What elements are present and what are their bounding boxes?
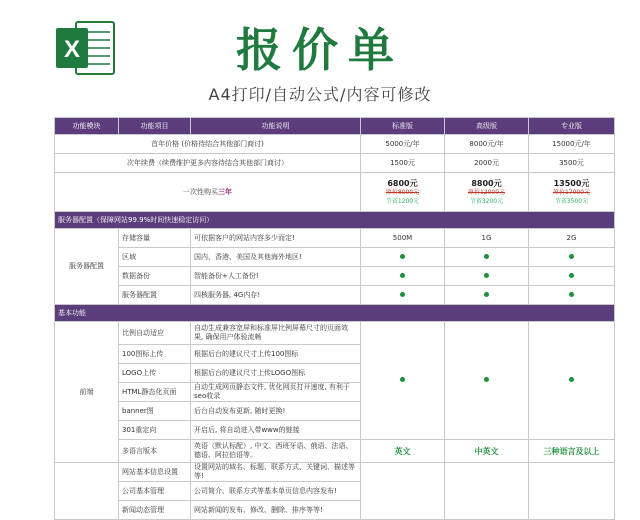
table-row: HTML静态化页面 自动生成网页静态文件, 优化网页打开速度, 有利于seo收录 xyxy=(55,383,615,402)
module-server: 服务器配置 xyxy=(55,229,119,305)
module-admin xyxy=(55,463,119,520)
table-row: 公司基本管理 公司简介、联系方式等基本单页信息内容发布! xyxy=(55,482,615,501)
section-basic-header: 基本功能 xyxy=(55,305,615,322)
one-off-advanced: 8800元 原价12000元 节省3200元 xyxy=(445,173,529,212)
included-dot-icon xyxy=(569,254,574,259)
table-row: 区域 国内、香港、美国及其他海外地区! xyxy=(55,248,615,267)
quote-table xyxy=(54,117,615,520)
first-year-label: 首年价格 (价格待结合其他部门商讨) xyxy=(55,135,361,154)
table-row: 多语言版本 英语（默认标配）, 中文、西班牙语、俄语、法语、德语、阿拉伯语等。 英文 中英文 三种语言及以上 xyxy=(55,440,615,463)
table-row: 首年价格 (价格待结合其他部门商讨) 5000元/年 8000元/年 15000元/年 xyxy=(55,135,615,154)
header xyxy=(0,0,640,116)
included-dot-icon xyxy=(569,273,574,278)
table-row xyxy=(55,173,615,212)
table-row: 网站基本信息设置 设置网站的域名、标题、联系方式、关键词、描述等等! xyxy=(55,463,615,482)
table-row: 次年续费（续费维护更多内容待结合其他部门商讨） 1500元 2000元 3500元 xyxy=(55,154,615,173)
table-row: 服务器配置 存储容量 可依据客户的网站内容多少而定! 500M 1G 2G xyxy=(55,229,615,248)
col-desc: 功能说明 xyxy=(191,118,361,135)
col-advanced: 高级版 xyxy=(445,118,529,135)
one-off-standard: 6800元 原价8000元 节省1200元 xyxy=(361,173,445,212)
col-standard: 标准版 xyxy=(361,118,445,135)
col-item: 功能项目 xyxy=(119,118,191,135)
col-pro: 专业版 xyxy=(529,118,615,135)
table-row: 新闻动态管理 网站新闻的发布、修改、删除、排序等等! xyxy=(55,501,615,520)
included-dot-icon xyxy=(400,273,405,278)
table-row: LOGO上传 根据后台的建议尺寸上传LOGO图标 xyxy=(55,364,615,383)
page-title: 报价单 xyxy=(236,23,404,77)
table-header-row xyxy=(55,118,615,135)
table-row: 100图标上传 根据后台的建议尺寸上传100图标 xyxy=(55,345,615,364)
table-row: 数据备份 智能备份+人工备份! xyxy=(55,267,615,286)
section-server-header: 服务器配置（保障网站99.9%时间快速稳定访问） xyxy=(55,212,615,229)
included-dot-icon xyxy=(484,377,489,382)
svg-text:X: X xyxy=(63,36,81,63)
included-dot-icon xyxy=(569,292,574,297)
included-dot-icon xyxy=(400,292,405,297)
included-dot-icon xyxy=(400,254,405,259)
table-row: 服务器配置 四核服务器, 4G内存! xyxy=(55,286,615,305)
included-dot-icon xyxy=(484,292,489,297)
included-dot-icon xyxy=(569,377,574,382)
one-off-label: 一次性购买三年 xyxy=(55,173,361,212)
page-subtitle: A4打印/自动公式/内容可修改 xyxy=(208,85,432,104)
table-row: 前端 比例自动适应 自动生成兼容宽屏和标准屏比例屏幕尺寸的页面效果, 确保用户体验流畅 xyxy=(55,322,615,345)
included-dot-icon xyxy=(484,273,489,278)
table-row: banner图 后台自动发布更新, 随时更换! xyxy=(55,402,615,421)
one-off-pro: 13500元 原价17000元 节省3500元 xyxy=(529,173,615,212)
renewal-label: 次年续费（续费维护更多内容待结合其他部门商讨） xyxy=(55,154,361,173)
module-frontend: 前端 xyxy=(55,322,119,463)
included-dot-icon xyxy=(484,254,489,259)
table-row: 301重定向 开启后, 将自动进入带www的链接 xyxy=(55,421,615,440)
col-module: 功能模块 xyxy=(55,118,119,135)
included-dot-icon xyxy=(400,377,405,382)
